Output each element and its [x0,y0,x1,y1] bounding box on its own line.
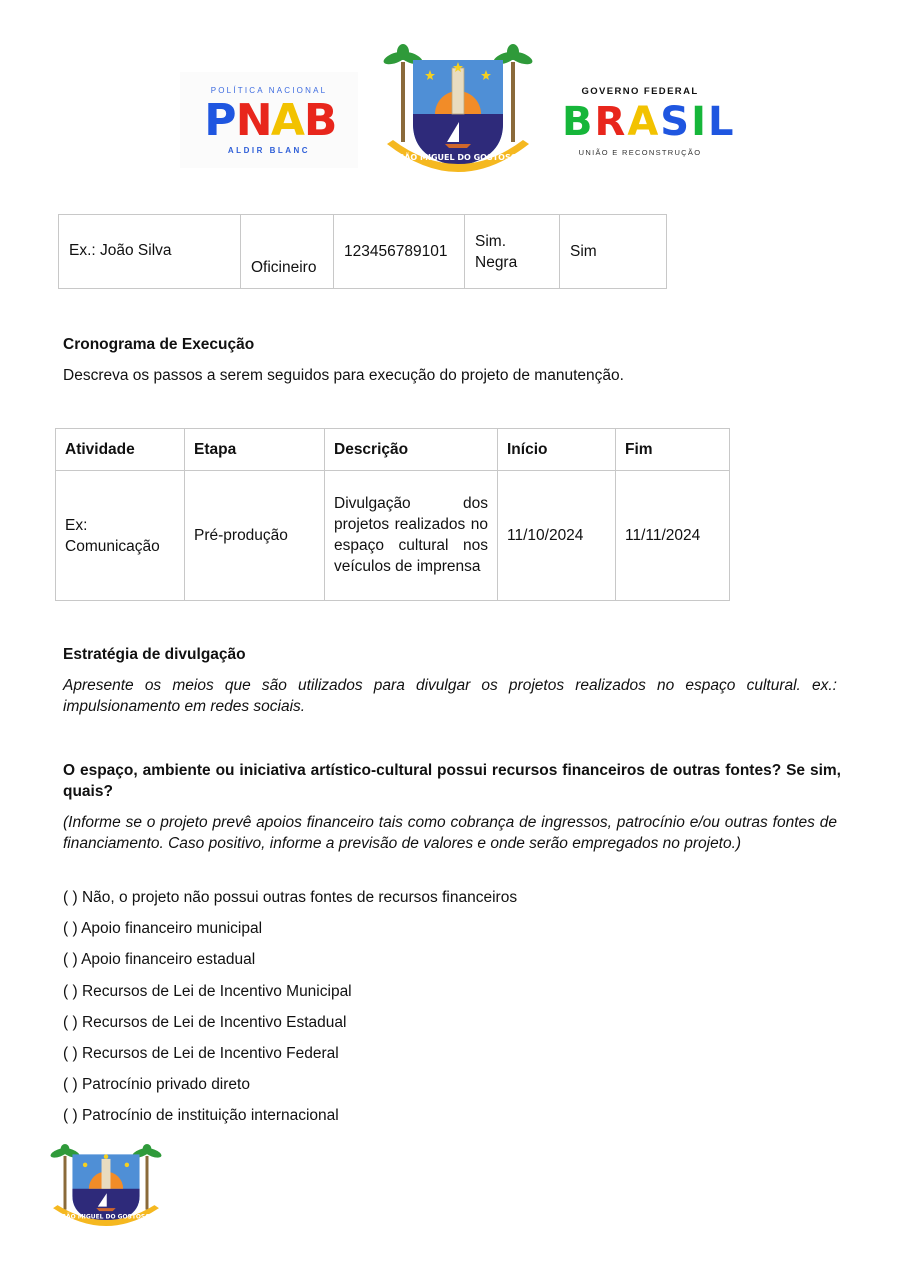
checkbox-mark[interactable]: ( ) [63,920,78,938]
table-header-row [56,429,730,471]
col-header-descricao: Descrição [325,429,498,471]
option-label: Apoio financeiro estadual [81,951,256,969]
brasil-letter: I [691,99,706,145]
footer-crest [50,1144,162,1226]
pnab-bottom-text: ALDIR BLANC [227,146,311,155]
option-label: Recursos de Lei de Incentivo Estadual [81,1013,347,1031]
checkbox-mark[interactable]: ( ) [63,1076,78,1094]
pnab-letter: P [204,95,235,146]
schedule-title: Cronograma de Execução [63,336,255,353]
brasil-wordmark [562,99,734,145]
option-label: Recursos de Lei de Incentivo Federal [81,1044,339,1062]
option-label: Apoio financeiro municipal [81,920,263,938]
funding-option[interactable] [63,1074,517,1105]
funding-option[interactable] [63,1012,517,1043]
svg-text:SÃO MIGUEL DO GOSTOSO: SÃO MIGUEL DO GOSTOSO [61,1213,151,1221]
brasil-letter: L [707,99,734,145]
checkbox-mark[interactable]: ( ) [63,982,78,1000]
gov-top-text: GOVERNO FEDERAL [581,86,699,97]
pnab-letter: N [235,95,271,146]
table-row [59,215,667,289]
checkbox-mark[interactable]: ( ) [63,1013,78,1031]
funding-question: O espaço, ambiente ou iniciativa artístico-cultural possui recursos financeiros de outras fontes? Se sim, quais? [63,762,841,800]
schedule-table [55,428,730,601]
col-header-etapa: Etapa [185,429,325,471]
brasil-letter: B [562,99,593,145]
checkbox-mark[interactable]: ( ) [63,1107,78,1125]
team-name-cell: Ex.: João Silva [59,215,241,289]
option-label: Patrocínio privado direto [81,1076,250,1094]
team-table [58,214,667,289]
crest-emblem-icon [383,44,533,174]
col-header-fim: Fim [616,429,730,471]
option-label: Não, o projeto não possui outras fontes de recursos financeiros [81,889,518,906]
end-date-cell: 11/11/2024 [616,471,730,601]
team-race-cell: Sim. Negra [465,215,560,289]
funding-option[interactable] [63,981,517,1012]
table-row [56,471,730,601]
funding-instruction: (Informe se o projeto prevê apoios financeiro tais como cobrança de ingressos, patrocínio e/ou outras fontes de financiamento. Caso positivo, informe a previsão de valores e onde serão empregados no projeto.) [63,814,837,852]
funding-option[interactable] [63,949,517,980]
checkbox-mark[interactable]: ( ) [63,951,78,969]
pnab-logo [180,72,358,168]
stage-cell: Pré-produção [185,471,325,601]
brasil-letter: R [594,99,626,145]
checkbox-mark[interactable]: ( ) [63,889,78,906]
description-cell: Divulgação dos projetos realizados no espaço cultural nos veículos de imprensa [325,471,498,601]
pnab-wordmark [203,95,336,146]
pnab-letter: A [270,95,303,146]
team-pcd-cell: Sim [560,215,667,289]
funding-option[interactable] [63,887,517,918]
dissemination-instruction: Apresente os meios que são utilizados para divulgar os projetos realizados no espaço cultural. ex.: impulsionamento em redes sociais. [63,677,837,715]
col-header-inicio: Início [498,429,616,471]
funding-option[interactable] [63,1105,517,1136]
pnab-top-text: POLÍTICA NACIONAL [210,86,328,95]
funding-option[interactable] [63,1043,517,1074]
funding-options-list [63,887,517,1137]
col-header-atividade: Atividade [56,429,185,471]
pnab-letter: B [303,95,336,146]
start-date-cell: 11/10/2024 [498,471,616,601]
svg-text:SÃO MIGUEL DO GOSTOSO: SÃO MIGUEL DO GOSTOSO [398,153,518,162]
team-role-cell: Oficineiro [241,215,334,289]
team-cpf-cell: 123456789101 [334,215,465,289]
dissemination-title: Estratégia de divulgação [63,646,246,663]
gov-bottom-text: UNIÃO E RECONSTRUÇÃO [578,148,702,157]
brasil-letter: S [660,99,690,145]
funding-option[interactable] [63,918,517,949]
option-label: Recursos de Lei de Incentivo Municipal [81,982,352,1000]
checkbox-mark[interactable]: ( ) [63,1044,78,1062]
governo-federal-brasil-logo [560,84,734,162]
option-label: Patrocínio de instituição internacional [81,1107,339,1125]
activity-cell: Ex: Comunicação [56,471,185,601]
crest-emblem-icon [50,1144,162,1226]
schedule-instruction: Descreva os passos a serem seguidos para execução do projeto de manutenção. [63,367,624,384]
brasil-letter: A [627,99,659,145]
sao-miguel-do-gostoso-crest [383,44,533,174]
